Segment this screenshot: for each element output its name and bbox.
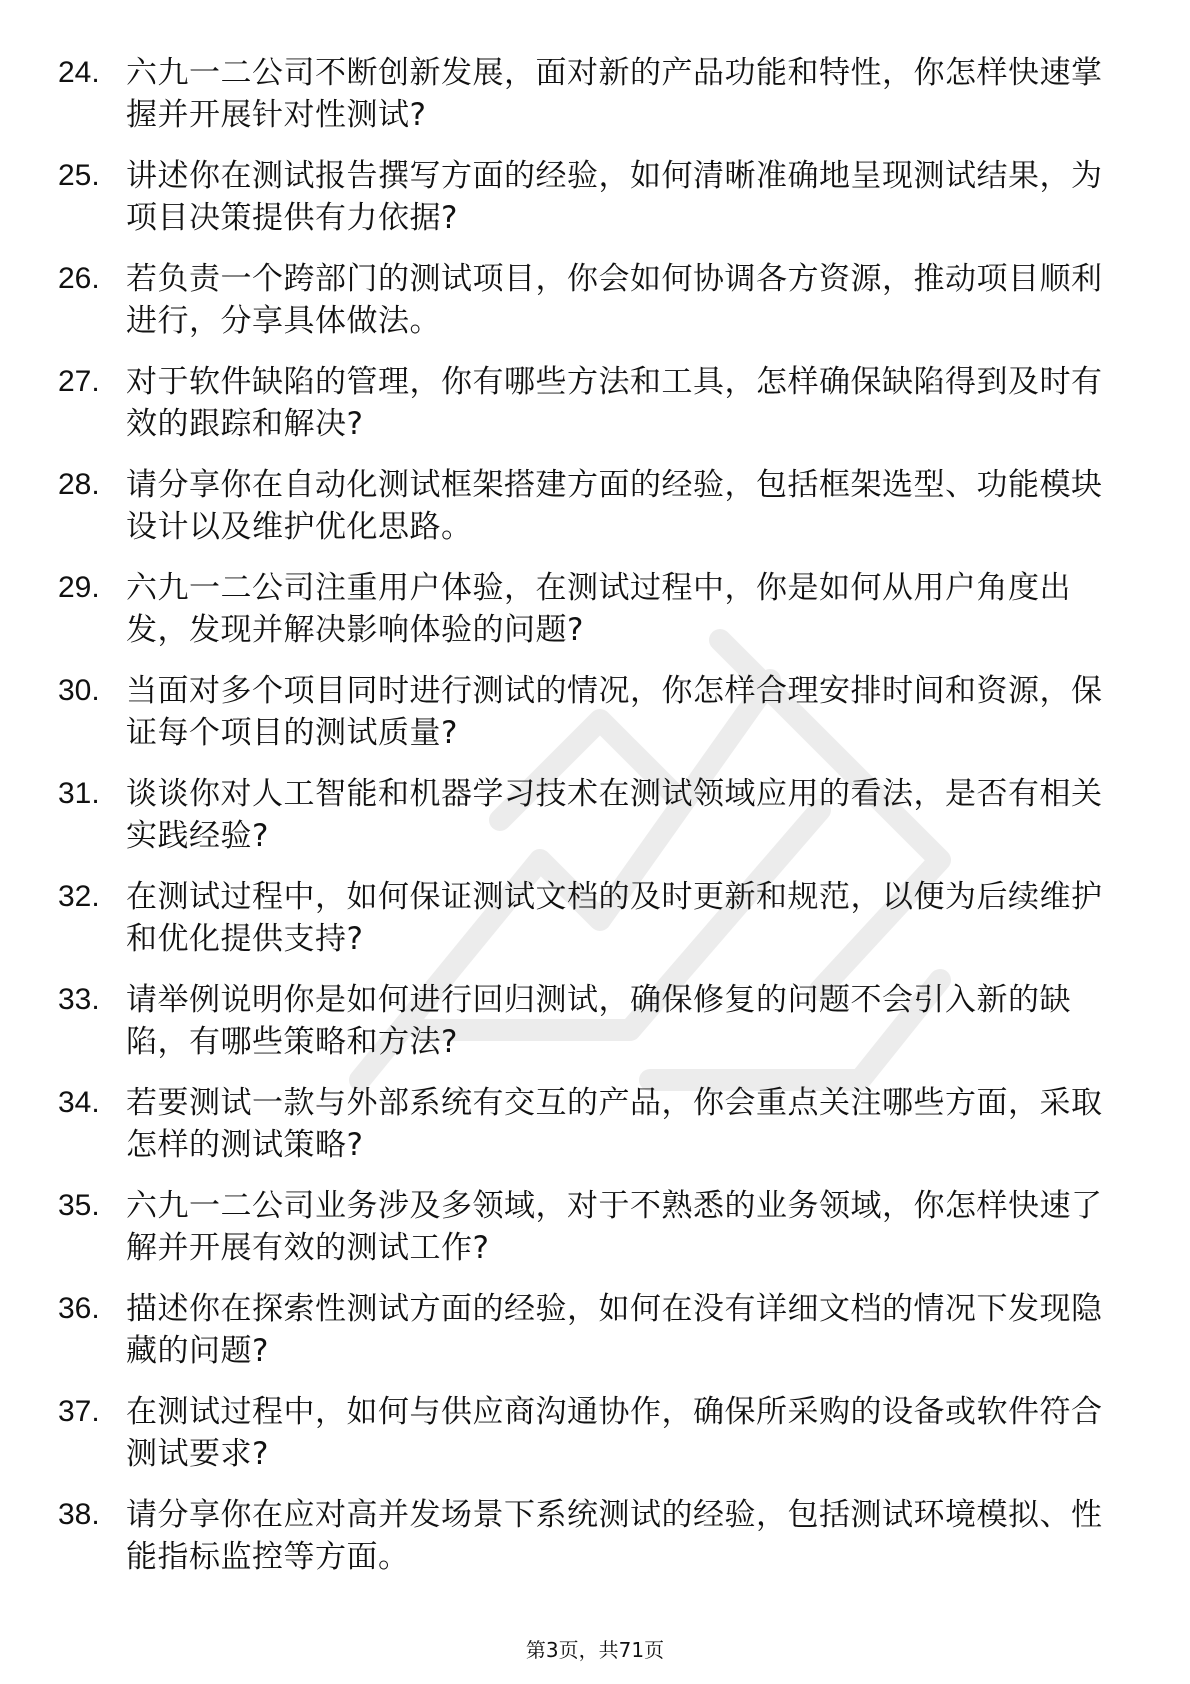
question-number: 38. — [58, 1498, 100, 1531]
question-text: 请分享你在应对高并发场景下系统测试的经验，包括测试环境模拟、性能指标监控等方面。 — [126, 1497, 1103, 1575]
question-item — [58, 1185, 1138, 1288]
question-text: 请举例说明你是如何进行回归测试，确保修复的问题不会引入新的缺陷，有哪些策略和方法? — [126, 982, 1071, 1060]
question-number: 31. — [58, 777, 100, 810]
question-number: 37. — [58, 1395, 100, 1428]
page-footer — [0, 1634, 1190, 1663]
question-number: 26. — [58, 262, 100, 295]
question-text: 若要测试一款与外部系统有交互的产品，你会重点关注哪些方面，采取怎样的测试策略? — [126, 1085, 1103, 1163]
question-item — [58, 670, 1138, 773]
question-text: 讲述你在测试报告撰写方面的经验，如何清晰准确地呈现测试结果，为项目决策提供有力依据? — [126, 158, 1103, 236]
question-item — [58, 1494, 1138, 1597]
question-number: 33. — [58, 983, 100, 1016]
question-text: 六九一二公司业务涉及多领域，对于不熟悉的业务领域，你怎样快速了解并开展有效的测试工作? — [126, 1188, 1103, 1266]
question-number: 27. — [58, 365, 100, 398]
question-item — [58, 258, 1138, 361]
question-item — [58, 361, 1138, 464]
question-text: 当面对多个项目同时进行测试的情况，你怎样合理安排时间和资源，保证每个项目的测试质量? — [126, 673, 1103, 751]
question-number: 36. — [58, 1292, 100, 1325]
question-number: 25. — [58, 159, 100, 192]
question-number: 35. — [58, 1189, 100, 1222]
question-item — [58, 773, 1138, 876]
question-list — [58, 52, 1138, 1597]
question-text: 六九一二公司不断创新发展，面对新的产品功能和特性，你怎样快速掌握并开展针对性测试? — [126, 55, 1103, 133]
question-text: 请分享你在自动化测试框架搭建方面的经验，包括框架选型、功能模块设计以及维护优化思路。 — [126, 467, 1103, 545]
question-text: 六九一二公司注重用户体验，在测试过程中，你是如何从用户角度出发，发现并解决影响体验的问题? — [126, 570, 1071, 648]
question-text: 谈谈你对人工智能和机器学习技术在测试领域应用的看法，是否有相关实践经验? — [126, 776, 1103, 854]
question-number: 29. — [58, 571, 100, 604]
question-item — [58, 155, 1138, 258]
question-item — [58, 464, 1138, 567]
page-number: 第3页，共71页 — [525, 1638, 665, 1662]
question-text: 描述你在探索性测试方面的经验，如何在没有详细文档的情况下发现隐藏的问题? — [126, 1291, 1103, 1369]
question-item — [58, 52, 1138, 155]
question-item — [58, 567, 1138, 670]
question-item — [58, 1288, 1138, 1391]
question-item — [58, 979, 1138, 1082]
question-text: 在测试过程中，如何保证测试文档的及时更新和规范，以便为后续维护和优化提供支持? — [126, 879, 1103, 957]
question-number: 30. — [58, 674, 100, 707]
question-number: 32. — [58, 880, 100, 913]
question-item — [58, 1391, 1138, 1494]
question-text: 在测试过程中，如何与供应商沟通协作，确保所采购的设备或软件符合测试要求? — [126, 1394, 1103, 1472]
question-item — [58, 876, 1138, 979]
question-number: 28. — [58, 468, 100, 501]
question-number: 24. — [58, 56, 100, 89]
question-number: 34. — [58, 1086, 100, 1119]
question-text: 对于软件缺陷的管理，你有哪些方法和工具，怎样确保缺陷得到及时有效的跟踪和解决? — [126, 364, 1103, 442]
question-text: 若负责一个跨部门的测试项目，你会如何协调各方资源，推动项目顺利进行，分享具体做法。 — [126, 261, 1103, 339]
question-item — [58, 1082, 1138, 1185]
